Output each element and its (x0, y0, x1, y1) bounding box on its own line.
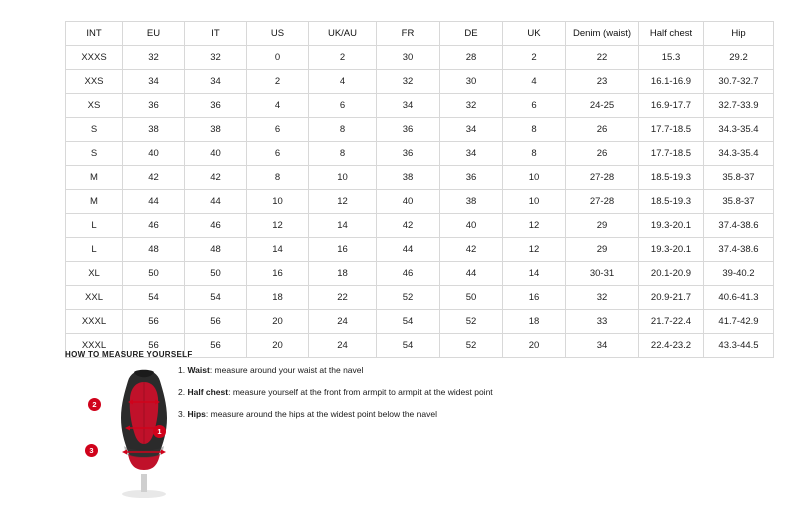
cell: 16 (247, 262, 309, 286)
cell: 48 (123, 238, 185, 262)
cell: 37.4-38.6 (704, 214, 774, 238)
cell: 20 (503, 334, 566, 358)
cell: 34 (566, 334, 639, 358)
column-header: INT (66, 22, 123, 46)
cell: 12 (247, 214, 309, 238)
cell: 0 (247, 46, 309, 70)
cell: 16 (309, 238, 377, 262)
cell: 52 (377, 286, 440, 310)
cell: 34 (440, 118, 503, 142)
cell: 19.3-20.1 (639, 214, 704, 238)
cell: 35.8-37 (704, 190, 774, 214)
cell: 19.3-20.1 (639, 238, 704, 262)
cell: 50 (123, 262, 185, 286)
cell: 40 (440, 214, 503, 238)
cell: 17.7-18.5 (639, 142, 704, 166)
column-header: EU (123, 22, 185, 46)
cell: 54 (185, 286, 247, 310)
cell: 14 (503, 262, 566, 286)
cell: XXL (66, 286, 123, 310)
table-row (66, 94, 774, 118)
cell: XXXS (66, 46, 123, 70)
cell: 39-40.2 (704, 262, 774, 286)
cell: 46 (185, 214, 247, 238)
cell: 41.7-42.9 (704, 310, 774, 334)
column-header: IT (185, 22, 247, 46)
column-header: UK/AU (309, 22, 377, 46)
step-text: : measure around your waist at the navel (209, 365, 364, 375)
cell: M (66, 190, 123, 214)
cell: 6 (247, 118, 309, 142)
cell: 54 (123, 286, 185, 310)
cell: 34 (185, 70, 247, 94)
cell: 6 (309, 94, 377, 118)
cell: 40 (123, 142, 185, 166)
cell: 42 (377, 214, 440, 238)
cell: 8 (309, 118, 377, 142)
column-header: US (247, 22, 309, 46)
cell: 20 (247, 334, 309, 358)
cell: S (66, 118, 123, 142)
column-header: UK (503, 22, 566, 46)
cell: 36 (440, 166, 503, 190)
cell: 4 (503, 70, 566, 94)
cell: 14 (247, 238, 309, 262)
step-text: : measure around the hips at the widest point below the navel (205, 409, 437, 419)
cell: 50 (440, 286, 503, 310)
step-term: Hips (187, 409, 206, 419)
cell: 40 (377, 190, 440, 214)
cell: 34 (377, 94, 440, 118)
measure-marker-3: 3 (85, 444, 98, 457)
how-to-measure-title: HOW TO MEASURE YOURSELF (65, 350, 193, 359)
cell: 6 (503, 94, 566, 118)
table-row (66, 286, 774, 310)
cell: 18.5-19.3 (639, 166, 704, 190)
cell: 42 (123, 166, 185, 190)
size-conversion-table (65, 21, 774, 358)
cell: 18 (247, 286, 309, 310)
cell: 38 (123, 118, 185, 142)
cell: 34 (123, 70, 185, 94)
cell: 12 (503, 238, 566, 262)
cell: XXXL (66, 334, 123, 358)
cell: 32.7-33.9 (704, 94, 774, 118)
cell: 12 (309, 190, 377, 214)
cell: 4 (247, 94, 309, 118)
cell: 22 (309, 286, 377, 310)
cell: XXXL (66, 310, 123, 334)
cell: 38 (440, 190, 503, 214)
cell: 8 (309, 142, 377, 166)
cell: 46 (123, 214, 185, 238)
cell: 32 (440, 94, 503, 118)
cell: L (66, 214, 123, 238)
cell: 8 (503, 142, 566, 166)
cell: 36 (185, 94, 247, 118)
cell: 2 (309, 46, 377, 70)
cell: 30 (440, 70, 503, 94)
cell: XXS (66, 70, 123, 94)
table-row (66, 46, 774, 70)
cell: 42 (185, 166, 247, 190)
cell: 32 (123, 46, 185, 70)
cell: 34 (440, 142, 503, 166)
measure-marker-2: 2 (88, 398, 101, 411)
step-term: Waist (187, 365, 210, 375)
table-row (66, 166, 774, 190)
cell: 29 (566, 214, 639, 238)
cell: 42 (440, 238, 503, 262)
cell: 12 (503, 214, 566, 238)
cell: 56 (123, 334, 185, 358)
cell: 35.8-37 (704, 166, 774, 190)
cell: 20 (247, 310, 309, 334)
cell: XS (66, 94, 123, 118)
column-header: Half chest (639, 22, 704, 46)
table-row (66, 262, 774, 286)
step-term: Half chest (187, 387, 229, 397)
measure-marker-1: 1 (153, 425, 166, 438)
cell: 2 (503, 46, 566, 70)
cell: 15.3 (639, 46, 704, 70)
cell: 10 (503, 190, 566, 214)
table-row (66, 310, 774, 334)
cell: 4 (309, 70, 377, 94)
cell: 38 (377, 166, 440, 190)
table-row (66, 238, 774, 262)
column-header: Hip (704, 22, 774, 46)
table-row (66, 142, 774, 166)
cell: 24-25 (566, 94, 639, 118)
cell: 33 (566, 310, 639, 334)
cell: 26 (566, 142, 639, 166)
cell: 34.3-35.4 (704, 142, 774, 166)
cell: 16.1-16.9 (639, 70, 704, 94)
cell: 34.3-35.4 (704, 118, 774, 142)
size-table-container (65, 21, 759, 358)
cell: 40.6-41.3 (704, 286, 774, 310)
cell: 56 (123, 310, 185, 334)
cell: 46 (377, 262, 440, 286)
cell: 27-28 (566, 190, 639, 214)
measure-step (178, 387, 598, 398)
cell: XL (66, 262, 123, 286)
cell: 54 (377, 334, 440, 358)
cell: 2 (247, 70, 309, 94)
cell: 24 (309, 310, 377, 334)
cell: 17.7-18.5 (639, 118, 704, 142)
cell: 26 (566, 118, 639, 142)
cell: 10 (309, 166, 377, 190)
cell: 8 (503, 118, 566, 142)
cell: 8 (247, 166, 309, 190)
cell: S (66, 142, 123, 166)
table-row (66, 118, 774, 142)
cell: 6 (247, 142, 309, 166)
cell: 44 (377, 238, 440, 262)
cell: 38 (185, 118, 247, 142)
column-header: DE (440, 22, 503, 46)
cell: 18.5-19.3 (639, 190, 704, 214)
cell: 36 (377, 142, 440, 166)
cell: 20.9-21.7 (639, 286, 704, 310)
table-row (66, 70, 774, 94)
cell: 30 (377, 46, 440, 70)
cell: 56 (185, 310, 247, 334)
column-header: FR (377, 22, 440, 46)
step-number: 3. (178, 409, 186, 419)
step-number: 2. (178, 387, 186, 397)
measure-steps (178, 365, 598, 431)
table-header-row (66, 22, 774, 46)
cell: 30.7-32.7 (704, 70, 774, 94)
cell: 18 (503, 310, 566, 334)
cell: 16.9-17.7 (639, 94, 704, 118)
cell: 56 (185, 334, 247, 358)
cell: 52 (440, 334, 503, 358)
cell: 23 (566, 70, 639, 94)
cell: 14 (309, 214, 377, 238)
measure-step (178, 409, 598, 420)
cell: 44 (123, 190, 185, 214)
cell: 21.7-22.4 (639, 310, 704, 334)
cell: 54 (377, 310, 440, 334)
cell: 30-31 (566, 262, 639, 286)
column-header: Denim (waist) (566, 22, 639, 46)
step-text: : measure yourself at the front from armpit to armpit at the widest point (228, 387, 493, 397)
cell: 32 (377, 70, 440, 94)
cell: 44 (440, 262, 503, 286)
cell: 10 (247, 190, 309, 214)
cell: 37.4-38.6 (704, 238, 774, 262)
cell: 36 (377, 118, 440, 142)
cell: L (66, 238, 123, 262)
cell: 24 (309, 334, 377, 358)
cell: 44 (185, 190, 247, 214)
cell: 43.3-44.5 (704, 334, 774, 358)
cell: 29 (566, 238, 639, 262)
cell: 16 (503, 286, 566, 310)
cell: 22 (566, 46, 639, 70)
step-number: 1. (178, 365, 186, 375)
cell: 22.4-23.2 (639, 334, 704, 358)
cell: 29.2 (704, 46, 774, 70)
table-row (66, 214, 774, 238)
cell: 32 (185, 46, 247, 70)
cell: 28 (440, 46, 503, 70)
cell: 48 (185, 238, 247, 262)
cell: 32 (566, 286, 639, 310)
table-row (66, 190, 774, 214)
cell: 18 (309, 262, 377, 286)
cell: M (66, 166, 123, 190)
cell: 50 (185, 262, 247, 286)
cell: 40 (185, 142, 247, 166)
cell: 10 (503, 166, 566, 190)
cell: 52 (440, 310, 503, 334)
cell: 27-28 (566, 166, 639, 190)
measure-step (178, 365, 598, 376)
cell: 36 (123, 94, 185, 118)
cell: 20.1-20.9 (639, 262, 704, 286)
